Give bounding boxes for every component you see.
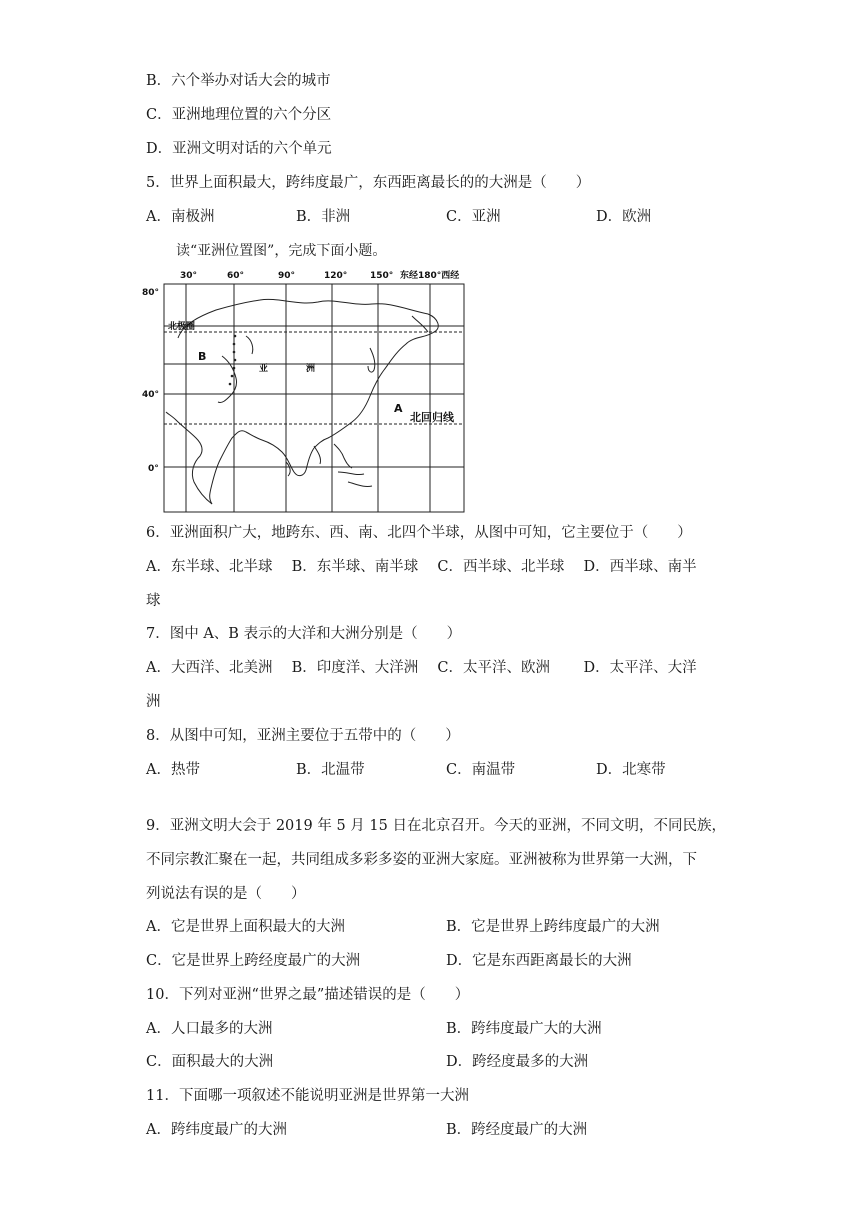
q10-option-c: C．面积最大的大洲 <box>146 1054 274 1070</box>
q11-option-a: A．跨纬度最广的大洲 <box>146 1122 287 1138</box>
arctic-circle-label: 北极圈 <box>168 322 196 332</box>
q8-stem: 8．从图中可知，亚洲主要位于五带中的（ ） <box>146 728 460 744</box>
map-lon-120: 120° <box>324 271 348 281</box>
map-lat-80: 80° <box>142 288 160 298</box>
asia-location-map <box>138 266 468 516</box>
q11-option-b: B．跨经度最广的大洲 <box>446 1122 588 1138</box>
q8-option-c: C．南温带 <box>446 762 516 778</box>
q4-option-d: D．亚洲文明对话的六个单元 <box>146 141 332 157</box>
q9-option-d: D．它是东西距离最长的大洲 <box>446 953 632 969</box>
q7-options: A．大西洋、北美洲 B．印度洋、大洋洲 C．太平洋、欧洲 D．太平洋、大洋 <box>146 660 697 676</box>
q4-option-b: B．六个举办对话大会的城市 <box>146 73 331 89</box>
map-dotted-boundary <box>229 335 237 386</box>
q9-option-b: B．它是世界上跨纬度最广的大洲 <box>446 919 660 935</box>
q8-option-a: A．热带 <box>146 762 200 778</box>
map-lon-60: 60° <box>227 271 245 281</box>
map-lon-180: 东经180°西经 <box>400 271 460 281</box>
map-lat-0: 0° <box>148 464 159 474</box>
q10-option-d: D．跨经度最多的大洲 <box>446 1054 589 1070</box>
q5-option-c: C．亚洲 <box>446 209 501 225</box>
q5-option-b: B．非洲 <box>296 209 351 225</box>
map-lon-90: 90° <box>278 271 296 281</box>
q10-option-b: B．跨纬度最广大的大洲 <box>446 1021 602 1037</box>
label-b: B <box>198 350 207 363</box>
q6-options-wrap: 球 <box>146 593 161 609</box>
q11-stem: 11．下面哪一项叙述不能说明亚洲是世界第一大洲 <box>146 1088 469 1104</box>
q6-stem: 6．亚洲面积广大，地跨东、西、南、北四个半球，从图中可知，它主要位于（ ） <box>146 525 692 541</box>
q4-option-c: C．亚洲地理位置的六个分区 <box>146 107 332 123</box>
q9-stem-line2: 不同宗教汇聚在一起，共同组成多彩多姿的亚洲大家庭。亚洲被称为世界第一大洲，下 <box>146 852 697 868</box>
q10-option-a: A．人口最多的大洲 <box>146 1021 273 1037</box>
map-lat-40: 40° <box>142 390 160 400</box>
map-lon-150: 150° <box>370 271 394 281</box>
map-caption: 读“亚洲位置图”，完成下面小题。 <box>176 243 387 259</box>
q9-option-c: C．它是世界上跨经度最广的大洲 <box>146 953 361 969</box>
label-a: A <box>394 402 403 415</box>
tropic-label: 北回归线 <box>410 411 454 424</box>
q9-option-a: A．它是世界上面积最大的大洲 <box>146 919 345 935</box>
q7-stem: 7．图中 A、B 表示的大洋和大洲分别是（ ） <box>146 626 462 642</box>
q8-option-b: B．北温带 <box>296 762 365 778</box>
q5-option-a: A．南极洲 <box>146 209 215 225</box>
q10-stem: 10．下列对亚洲“世界之最”描述错误的是（ ） <box>146 987 470 1003</box>
continent-label-char2: 洲 <box>306 364 316 374</box>
q5-stem: 5．世界上面积最大，跨纬度最广，东西距离最长的的大洲是（ ） <box>146 175 591 191</box>
map-grid <box>164 284 464 512</box>
q9-stem-line1: 9．亚洲文明大会于 2019 年 5 月 15 日在北京召开。今天的亚洲，不同文明，不同民族， <box>146 818 726 834</box>
continent-label-char1: 亚 <box>259 364 269 374</box>
map-lon-30: 30° <box>180 271 198 281</box>
q6-options: A．东半球、北半球 B．东半球、南半球 C．西半球、北半球 D．西半球、南半 <box>146 559 697 575</box>
q7-options-wrap: 洲 <box>146 694 161 710</box>
q5-option-d: D．欧洲 <box>596 209 652 225</box>
q8-option-d: D．北寒带 <box>596 762 666 778</box>
q9-stem-line3: 列说法有误的是（ ） <box>146 886 306 902</box>
